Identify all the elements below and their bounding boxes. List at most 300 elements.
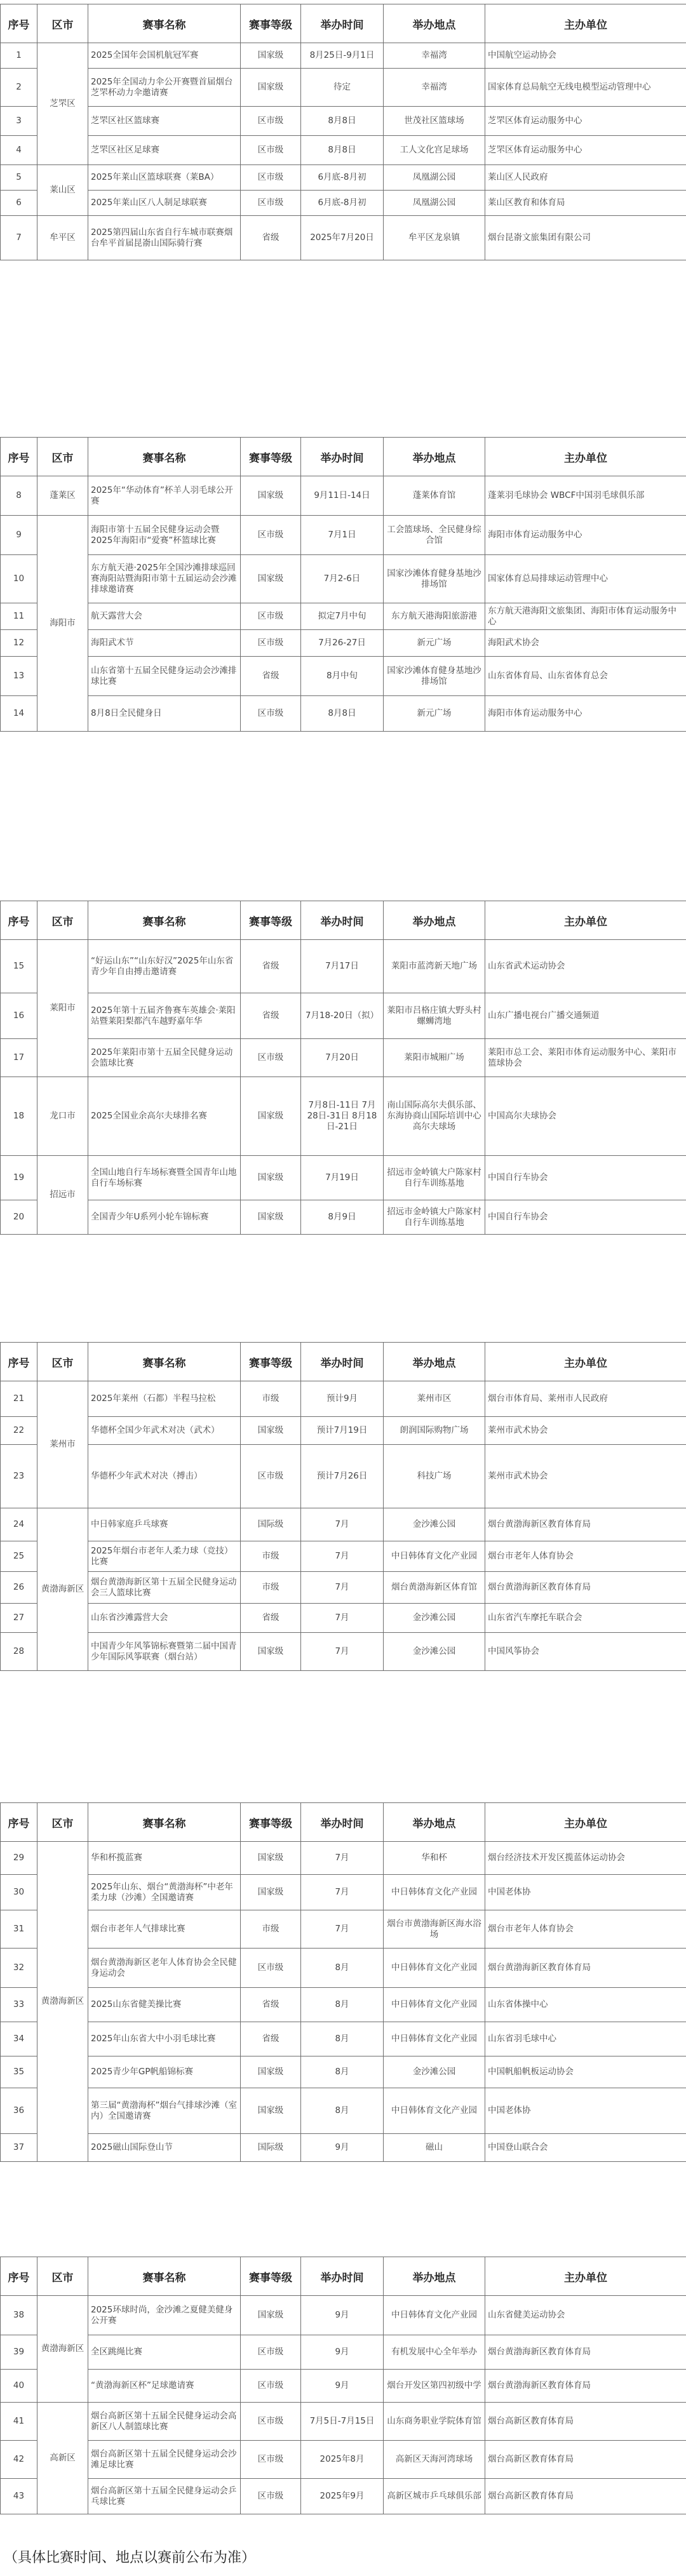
header-no: 序号 <box>1 438 37 476</box>
cell-time: 预计7月26日 <box>301 1445 384 1508</box>
cell-time: 6月底-8月初 <box>301 165 384 191</box>
cell-level: 国家级 <box>241 1156 301 1200</box>
cell-no: 33 <box>1 1988 37 2022</box>
table-row <box>1 2134 686 2162</box>
cell-event-name: 中日韩家庭乒乓球赛 <box>88 1508 241 1541</box>
cell-place: 中日韩体育文化产业园 <box>384 2088 485 2134</box>
cell-event-name: 烟台高新区第十五届全民健身运动会沙滩足球比赛 <box>88 2441 241 2479</box>
cell-time: 7月 <box>301 1910 384 1949</box>
cell-no: 13 <box>1 657 37 696</box>
cell-city: 黄渤海新区 <box>37 1842 88 2162</box>
cell-place: 国家沙滩体育健身基地沙排场馆 <box>384 657 485 696</box>
cell-time: 9月 <box>301 2134 384 2162</box>
table-row <box>1 657 686 696</box>
cell-organizer: 莱州市武术协会 <box>485 1417 686 1445</box>
header-organizer: 主办单位 <box>485 1343 686 1381</box>
cell-level: 国家级 <box>241 2056 301 2088</box>
cell-place: 幸福湾 <box>384 43 485 69</box>
cell-place: 中日韩体育文化产业园 <box>384 2022 485 2056</box>
cell-level: 省级 <box>241 216 301 260</box>
cell-event-name: 华德杯少年武术对决（搏击） <box>88 1445 241 1508</box>
cell-event-name: 山东省第十五届全民健身运动会沙滩排球比赛 <box>88 657 241 696</box>
cell-organizer: 国家体育总局排球运动管理中心 <box>485 555 686 603</box>
cell-organizer: 莱州市武术协会 <box>485 1445 686 1508</box>
cell-event-name: 第三届“黄渤海杯”烟台气排球沙滩（室内）全国邀请赛 <box>88 2088 241 2134</box>
cell-event-name: 2025年“华动体育”杯羊人羽毛球公开赛 <box>88 476 241 516</box>
cell-place: 中日韩体育文化产业园 <box>384 1875 485 1910</box>
cell-organizer: 中国自行车协会 <box>485 1156 686 1200</box>
cell-level: 国家级 <box>241 476 301 516</box>
header-no: 序号 <box>1 2257 37 2296</box>
cell-level: 区市级 <box>241 136 301 165</box>
header-place: 举办地点 <box>384 1343 485 1381</box>
table-row <box>1 1842 686 1875</box>
table-header-row <box>1 1803 686 1842</box>
table-row <box>1 555 686 603</box>
cell-city: 龙口市 <box>37 1077 88 1156</box>
cell-no: 28 <box>1 1633 37 1671</box>
cell-no: 25 <box>1 1541 37 1572</box>
cell-organizer: 烟台黄渤海新区教育体育局 <box>485 1572 686 1604</box>
header-time: 举办时间 <box>301 2257 384 2296</box>
cell-time: 8月 <box>301 2056 384 2088</box>
cell-no: 24 <box>1 1508 37 1541</box>
cell-organizer: 烟台高新区教育体育局 <box>485 2479 686 2514</box>
cell-no: 27 <box>1 1604 37 1633</box>
cell-place: 山东商务职业学院体育馆 <box>384 2403 485 2441</box>
cell-place: 莱阳市吕格庄镇大野头村螺蛳湾地 <box>384 993 485 1039</box>
cell-time: 8月 <box>301 2088 384 2134</box>
cell-city: 芝罘区 <box>37 43 88 165</box>
cell-time: 7月 <box>301 1572 384 1604</box>
cell-organizer: 莱山区教育和体育局 <box>485 191 686 216</box>
cell-event-name: 2025年莱阳市第十五届全民健身运动会篮球比赛 <box>88 1039 241 1077</box>
cell-time: 7月 <box>301 1541 384 1572</box>
schedule-table-section <box>0 2257 686 2514</box>
header-event-name: 赛事名称 <box>88 901 241 940</box>
cell-city: 海阳市 <box>37 516 88 732</box>
table-row <box>1 940 686 993</box>
cell-no: 40 <box>1 2370 37 2403</box>
cell-event-name: 2025山东省健美操比赛 <box>88 1988 241 2022</box>
cell-place: 凤凰湖公园 <box>384 165 485 191</box>
cell-time: 8月8日 <box>301 136 384 165</box>
table-row <box>1 2335 686 2370</box>
cell-no: 39 <box>1 2335 37 2370</box>
cell-place: 新元广场 <box>384 630 485 657</box>
cell-city: 牟平区 <box>37 216 88 260</box>
cell-organizer: 烟台黄渤海新区教育体育局 <box>485 1508 686 1541</box>
cell-time: 7月19日 <box>301 1156 384 1200</box>
cell-city: 蓬莱区 <box>37 476 88 516</box>
table-row <box>1 2370 686 2403</box>
cell-organizer: 烟台高新区教育体育局 <box>485 2403 686 2441</box>
cell-event-name: 2025年莱山区八人制足球联赛 <box>88 191 241 216</box>
cell-no: 23 <box>1 1445 37 1508</box>
cell-place: 工会篮球场、全民健身综合馆 <box>384 516 485 555</box>
cell-level: 国际级 <box>241 2134 301 2162</box>
cell-no: 4 <box>1 136 37 165</box>
cell-level: 省级 <box>241 993 301 1039</box>
cell-level: 区市级 <box>241 2441 301 2479</box>
cell-no: 37 <box>1 2134 37 2162</box>
cell-city: 高新区 <box>37 2403 88 2514</box>
table-row <box>1 165 686 191</box>
cell-level: 国家级 <box>241 555 301 603</box>
cell-organizer: 山东省武术运动协会 <box>485 940 686 993</box>
cell-event-name: 海阳市第十五届全民健身运动会暨2025年海阳市“爱赛”杯篮球比赛 <box>88 516 241 555</box>
cell-organizer: 国家体育总局航空无线电模型运动管理中心 <box>485 69 686 107</box>
cell-place: 高新区城市乒乓球俱乐部 <box>384 2479 485 2514</box>
header-time: 举办时间 <box>301 901 384 940</box>
cell-place: 幸福湾 <box>384 69 485 107</box>
cell-organizer: 山东省羽毛球中心 <box>485 2022 686 2056</box>
cell-no: 21 <box>1 1381 37 1417</box>
cell-level: 市级 <box>241 1910 301 1949</box>
schedule-table <box>0 437 686 732</box>
cell-time: 8月 <box>301 1949 384 1988</box>
cell-level: 省级 <box>241 2022 301 2056</box>
cell-no: 2 <box>1 69 37 107</box>
cell-no: 6 <box>1 191 37 216</box>
cell-place: 高新区天海河湾球场 <box>384 2441 485 2479</box>
table-row <box>1 1988 686 2022</box>
header-place: 举办地点 <box>384 2257 485 2296</box>
cell-place: 莱阳市城厢广场 <box>384 1039 485 1077</box>
cell-event-name: 2025年山东、烟台“黄渤海杯”中老年柔力球（沙滩）全国邀请赛 <box>88 1875 241 1910</box>
cell-place: 牟平区龙泉镇 <box>384 216 485 260</box>
schedule-table <box>0 1802 686 2162</box>
cell-no: 29 <box>1 1842 37 1875</box>
cell-organizer: 山东广播电视台广播交通频道 <box>485 993 686 1039</box>
header-place: 举办地点 <box>384 438 485 476</box>
cell-event-name: 烟台市老年人气排球比赛 <box>88 1910 241 1949</box>
cell-no: 18 <box>1 1077 37 1156</box>
cell-time: 7月 <box>301 1604 384 1633</box>
table-header-row <box>1 901 686 940</box>
header-event-name: 赛事名称 <box>88 1343 241 1381</box>
header-event-name: 赛事名称 <box>88 1803 241 1842</box>
cell-level: 省级 <box>241 1988 301 2022</box>
table-row <box>1 1381 686 1417</box>
header-level: 赛事等级 <box>241 4 301 43</box>
cell-no: 5 <box>1 165 37 191</box>
header-city: 区市 <box>37 1343 88 1381</box>
header-city: 区市 <box>37 1803 88 1842</box>
table-row <box>1 1910 686 1949</box>
cell-event-name: 全区跳绳比赛 <box>88 2335 241 2370</box>
cell-organizer: 中国高尔夫球协会 <box>485 1077 686 1156</box>
table-header-row <box>1 2257 686 2296</box>
table-row <box>1 1508 686 1541</box>
table-row <box>1 1445 686 1508</box>
cell-no: 31 <box>1 1910 37 1949</box>
header-time: 举办时间 <box>301 1343 384 1381</box>
cell-event-name: 航天露营大会 <box>88 603 241 630</box>
cell-organizer: 中国航空运动协会 <box>485 43 686 69</box>
cell-level: 国家级 <box>241 1842 301 1875</box>
schedule-table <box>0 1342 686 1671</box>
cell-time: 7月18-20日（拟） <box>301 993 384 1039</box>
cell-time: 9月11日-14日 <box>301 476 384 516</box>
header-place: 举办地点 <box>384 4 485 43</box>
footnote: （具体比赛时间、地点以赛前公布为准） <box>4 2550 256 2566</box>
cell-time: 9月 <box>301 2370 384 2403</box>
cell-time: 7月 <box>301 1633 384 1671</box>
cell-place: 中日韩体育文化产业园 <box>384 2296 485 2335</box>
cell-event-name: 8月8日全民健身日 <box>88 696 241 732</box>
cell-place: 招远市金岭镇大户陈家村自行车训练基地 <box>384 1200 485 1235</box>
cell-no: 41 <box>1 2403 37 2441</box>
cell-time: 待定 <box>301 69 384 107</box>
cell-organizer: 烟台黄渤海新区教育体育局 <box>485 2370 686 2403</box>
header-no: 序号 <box>1 1343 37 1381</box>
cell-level: 区市级 <box>241 516 301 555</box>
cell-no: 42 <box>1 2441 37 2479</box>
table-row <box>1 1633 686 1671</box>
cell-place: 蓬莱体育馆 <box>384 476 485 516</box>
table-row <box>1 191 686 216</box>
schedule-table-section <box>0 4 686 260</box>
table-row <box>1 69 686 107</box>
cell-time: 7月17日 <box>301 940 384 993</box>
header-level: 赛事等级 <box>241 1343 301 1381</box>
cell-level: 区市级 <box>241 2370 301 2403</box>
table-row <box>1 2441 686 2479</box>
cell-organizer: 烟台黄渤海新区教育体育局 <box>485 2335 686 2370</box>
header-organizer: 主办单位 <box>485 901 686 940</box>
cell-event-name: 华德杯全国少年武术对决（武术） <box>88 1417 241 1445</box>
cell-time: 7月2-6日 <box>301 555 384 603</box>
cell-organizer: 海阳市体育运动服务中心 <box>485 696 686 732</box>
cell-place: 世茂社区篮球场 <box>384 107 485 136</box>
cell-event-name: 烟台黄渤海新区第十五届全民健身运动会三人篮球比赛 <box>88 1572 241 1604</box>
cell-level: 国家级 <box>241 2296 301 2335</box>
header-time: 举办时间 <box>301 4 384 43</box>
cell-level: 区市级 <box>241 191 301 216</box>
table-row <box>1 136 686 165</box>
cell-time: 7月1日 <box>301 516 384 555</box>
cell-time: 拟定7月中旬 <box>301 603 384 630</box>
cell-place: 莱阳市蓝湾新天地广场 <box>384 940 485 993</box>
cell-organizer: 烟台市老年人体育协会 <box>485 1541 686 1572</box>
header-organizer: 主办单位 <box>485 438 686 476</box>
cell-level: 区市级 <box>241 1039 301 1077</box>
cell-no: 15 <box>1 940 37 993</box>
cell-event-name: 2025年山东省大中小羽毛球比赛 <box>88 2022 241 2056</box>
cell-level: 区市级 <box>241 603 301 630</box>
table-header-row <box>1 1343 686 1381</box>
cell-place: 朗润国际购物广场 <box>384 1417 485 1445</box>
cell-time: 7月 <box>301 1508 384 1541</box>
cell-level: 国际级 <box>241 1508 301 1541</box>
header-organizer: 主办单位 <box>485 4 686 43</box>
cell-organizer: 中国风筝协会 <box>485 1633 686 1671</box>
cell-organizer: 中国老体协 <box>485 2088 686 2134</box>
cell-level: 区市级 <box>241 2335 301 2370</box>
cell-city: 黄渤海新区 <box>37 2296 88 2403</box>
cell-event-name: 全国青少年U系列小轮车锦标赛 <box>88 1200 241 1235</box>
table-row <box>1 696 686 732</box>
cell-no: 35 <box>1 2056 37 2088</box>
cell-no: 12 <box>1 630 37 657</box>
cell-time: 9月 <box>301 2335 384 2370</box>
cell-no: 36 <box>1 2088 37 2134</box>
header-no: 序号 <box>1 901 37 940</box>
cell-level: 国家级 <box>241 1875 301 1910</box>
cell-time: 8月 <box>301 1988 384 2022</box>
header-city: 区市 <box>37 2257 88 2296</box>
cell-level: 国家级 <box>241 43 301 69</box>
cell-event-name: 2025年莱山区篮球联赛（莱BA） <box>88 165 241 191</box>
cell-level: 区市级 <box>241 630 301 657</box>
cell-city: 黄渤海新区 <box>37 1508 88 1671</box>
cell-time: 8月中旬 <box>301 657 384 696</box>
cell-level: 区市级 <box>241 107 301 136</box>
cell-place: 中日韩体育文化产业园 <box>384 1988 485 2022</box>
cell-no: 20 <box>1 1200 37 1235</box>
header-event-name: 赛事名称 <box>88 2257 241 2296</box>
cell-no: 1 <box>1 43 37 69</box>
table-row <box>1 2296 686 2335</box>
cell-event-name: 2025第四届山东省自行车城市联赛烟台牟平首届昆嵛山国际骑行赛 <box>88 216 241 260</box>
cell-time: 7月 <box>301 1842 384 1875</box>
cell-time: 预计9月 <box>301 1381 384 1417</box>
schedule-table <box>0 4 686 260</box>
cell-organizer: 中国自行车协会 <box>485 1200 686 1235</box>
cell-time: 7月20日 <box>301 1039 384 1077</box>
cell-level: 区市级 <box>241 1949 301 1988</box>
table-row <box>1 1156 686 1200</box>
cell-place: 南山国际高尔夫俱乐部、东海协商山国际培训中心高尔夫球场 <box>384 1077 485 1156</box>
cell-time: 8月8日 <box>301 696 384 732</box>
cell-no: 8 <box>1 476 37 516</box>
table-row <box>1 107 686 136</box>
cell-event-name: 2025青少年GP帆船锦标赛 <box>88 2056 241 2088</box>
header-level: 赛事等级 <box>241 438 301 476</box>
cell-no: 30 <box>1 1875 37 1910</box>
table-row <box>1 2088 686 2134</box>
header-place: 举办地点 <box>384 901 485 940</box>
cell-time: 8月 <box>301 2022 384 2056</box>
schedule-table-section <box>0 901 686 1235</box>
cell-organizer: 烟台市老年人体育协会 <box>485 1910 686 1949</box>
cell-organizer: 烟台市体育局、莱州市人民政府 <box>485 1381 686 1417</box>
cell-place: 国家沙滩体育健身基地沙排场馆 <box>384 555 485 603</box>
cell-place: 金沙滩公园 <box>384 1604 485 1633</box>
cell-city: 莱山区 <box>37 165 88 216</box>
cell-event-name: 华和杯揽蓝赛 <box>88 1842 241 1875</box>
header-place: 举办地点 <box>384 1803 485 1842</box>
cell-event-name: 全国山地自行车场标赛暨全国青年山地自行车场标赛 <box>88 1156 241 1200</box>
cell-level: 区市级 <box>241 165 301 191</box>
cell-place: 中日韩体育文化产业园 <box>384 1541 485 1572</box>
cell-place: 金沙滩公园 <box>384 2056 485 2088</box>
cell-no: 14 <box>1 696 37 732</box>
table-header-row <box>1 4 686 43</box>
cell-time: 8月8日 <box>301 107 384 136</box>
cell-level: 国家级 <box>241 1417 301 1445</box>
header-organizer: 主办单位 <box>485 2257 686 2296</box>
cell-place: 金沙滩公园 <box>384 1508 485 1541</box>
cell-time: 8月25日-9月1日 <box>301 43 384 69</box>
table-row <box>1 630 686 657</box>
cell-event-name: 2025年全国动力伞公开赛暨首届烟台芝罘杯动力伞邀请赛 <box>88 69 241 107</box>
cell-no: 9 <box>1 516 37 555</box>
cell-place: 新元广场 <box>384 696 485 732</box>
cell-level: 区市级 <box>241 1445 301 1508</box>
header-organizer: 主办单位 <box>485 1803 686 1842</box>
cell-no: 3 <box>1 107 37 136</box>
table-row <box>1 1572 686 1604</box>
cell-event-name: 烟台高新区第十五届全民健身运动会高新区八人制篮球比赛 <box>88 2403 241 2441</box>
header-event-name: 赛事名称 <box>88 438 241 476</box>
table-row <box>1 1541 686 1572</box>
table-row <box>1 43 686 69</box>
cell-organizer: 山东省体操中心 <box>485 1988 686 2022</box>
cell-organizer: 蓬莱羽毛球协会 WBCF中国羽毛球俱乐部 <box>485 476 686 516</box>
table-row <box>1 2056 686 2088</box>
header-no: 序号 <box>1 1803 37 1842</box>
header-time: 举办时间 <box>301 1803 384 1842</box>
cell-place: 有机发展中心全年举办 <box>384 2335 485 2370</box>
cell-event-name: 2025磁山国际登山节 <box>88 2134 241 2162</box>
cell-no: 11 <box>1 603 37 630</box>
cell-city: 莱阳市 <box>37 940 88 1077</box>
schedule-table <box>0 2257 686 2514</box>
table-row <box>1 1949 686 1988</box>
cell-time: 7月5日-7月15日 <box>301 2403 384 2441</box>
table-row <box>1 1077 686 1156</box>
cell-event-name: 烟台黄渤海新区老年人体育协会全民健身运动会 <box>88 1949 241 1988</box>
table-row <box>1 2022 686 2056</box>
table-row <box>1 1604 686 1633</box>
table-row <box>1 1200 686 1235</box>
cell-place: 科技广场 <box>384 1445 485 1508</box>
cell-organizer: 山东省健美运动协会 <box>485 2296 686 2335</box>
header-level: 赛事等级 <box>241 901 301 940</box>
header-no: 序号 <box>1 4 37 43</box>
table-row <box>1 2403 686 2441</box>
cell-organizer: 烟台黄渤海新区教育体育局 <box>485 1949 686 1988</box>
cell-time: 6月底-8月初 <box>301 191 384 216</box>
cell-no: 10 <box>1 555 37 603</box>
cell-event-name: 2025全国年会国机航冠军赛 <box>88 43 241 69</box>
cell-time: 2025年8月 <box>301 2441 384 2479</box>
cell-organizer: 芝罘区体育运动服务中心 <box>485 136 686 165</box>
cell-time: 2025年7月20日 <box>301 216 384 260</box>
cell-no: 34 <box>1 2022 37 2056</box>
cell-organizer: 山东省汽车摩托车联合会 <box>485 1604 686 1633</box>
cell-no: 16 <box>1 993 37 1039</box>
cell-place: 中日韩体育文化产业园 <box>384 1949 485 1988</box>
cell-place: 工人文化宫足球场 <box>384 136 485 165</box>
cell-place: 华和杯 <box>384 1842 485 1875</box>
cell-organizer: 烟台经济技术开发区揽蓝体运动协会 <box>485 1842 686 1875</box>
table-row <box>1 993 686 1039</box>
cell-level: 国家级 <box>241 1200 301 1235</box>
cell-city: 莱州市 <box>37 1381 88 1508</box>
cell-level: 区市级 <box>241 2479 301 2514</box>
cell-time: 7月8日-11日 7月28日-31日 8月18日-21日 <box>301 1077 384 1156</box>
cell-no: 19 <box>1 1156 37 1200</box>
cell-level: 市级 <box>241 1541 301 1572</box>
cell-place: 烟台开发区第四初级中学 <box>384 2370 485 2403</box>
cell-level: 区市级 <box>241 2403 301 2441</box>
cell-event-name: 2025环球时尚，金沙滩之夏健美健身公开赛 <box>88 2296 241 2335</box>
cell-event-name: 东方航天港·2025年全国沙滩排球巡回赛海阳站暨海阳市第十五届运动会沙滩排球邀请赛 <box>88 555 241 603</box>
cell-event-name: 2025年莱州（石都）半程马拉松 <box>88 1381 241 1417</box>
